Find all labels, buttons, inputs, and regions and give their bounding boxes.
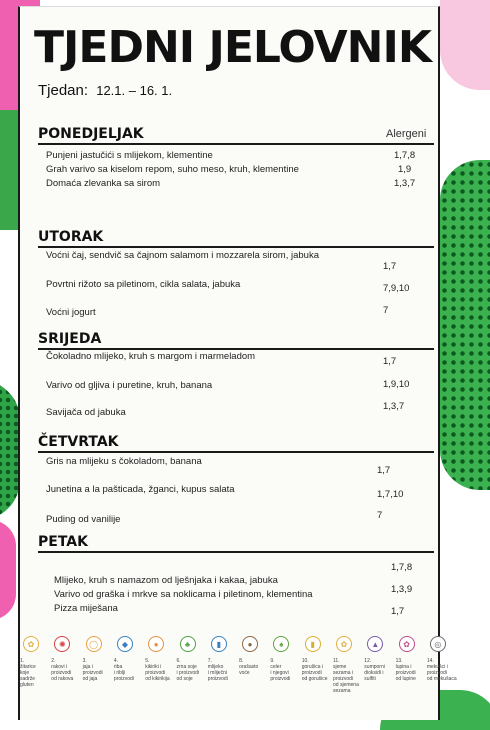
legend-item: [177, 636, 207, 682]
allergen-legend: [20, 636, 460, 696]
legend-label: 6. zrna soje i proizvodi od soje: [176, 658, 200, 682]
legend-label: 9. celer i njegovi proizvodi: [270, 658, 291, 682]
day-heading-monday: PONEDJELJAK: [38, 126, 144, 142]
allergen-codes: 1,7,10: [377, 489, 404, 500]
allergen-codes: 1,9,10: [383, 379, 410, 390]
legend-item: [396, 636, 426, 682]
allergen-codes: 7: [383, 305, 389, 316]
legend-item: [20, 636, 50, 688]
legend-label: 5. kikiriki i proizvodi od kikirikija: [145, 658, 170, 682]
divider: [38, 451, 434, 453]
allergen-codes: 1,3,9: [391, 584, 413, 595]
menu-item-text: Puding od vanilije: [46, 514, 121, 525]
legend-item: [270, 636, 300, 682]
allergen-codes: 7: [377, 510, 383, 521]
celery-icon: ♠: [273, 636, 289, 652]
legend-label: 10. gorušica i proizvodi od gorušice: [301, 658, 328, 682]
pink-blob-left-bottom: [0, 520, 16, 620]
legend-item: [364, 636, 394, 682]
day-heading-thursday: ČETVRTAK: [38, 434, 119, 450]
legend-item: [51, 636, 81, 682]
legend-item: [239, 636, 269, 676]
sesame-icon: ✿: [336, 636, 352, 652]
peanut-icon: ●: [148, 636, 164, 652]
allergens-header: Alergeni: [386, 128, 427, 140]
legend-label: 1. žitarice koje sadrže gluten: [20, 658, 36, 688]
lupin-icon: ✿: [399, 636, 415, 652]
menu-item-text: Gris na mlijeku s čokoladom, banana: [46, 456, 202, 467]
legend-item: [83, 636, 113, 682]
crab-icon: ✺: [54, 636, 70, 652]
legend-item: [208, 636, 238, 682]
allergen-codes: 1,7,8: [394, 150, 416, 161]
menu-item-text: Grah varivo sa kiselom repom, suho meso, kruh, klementine: [46, 164, 299, 175]
legend-item: [302, 636, 332, 682]
legend-label: 14. mekušci i proizvodi od mekušaca: [426, 658, 457, 682]
allergen-codes: 1,7: [391, 606, 405, 617]
pink-blob-right: [440, 0, 490, 90]
legend-label: 3. jaja i proizvodi od jaja: [82, 658, 103, 682]
allergen-codes: 1,7,8: [391, 562, 413, 573]
allergen-codes: 1,9: [398, 164, 412, 175]
legend-label: 2. rakovi i proizvodi od rakova: [51, 658, 74, 682]
mustard-icon: ▮: [305, 636, 321, 652]
wheat-icon: ✿: [23, 636, 39, 652]
legend-label: 13. lupina i proizvodi od lupine: [395, 658, 416, 682]
green-blob-right-mid: [440, 160, 490, 490]
legend-item: [114, 636, 144, 682]
legend-item: [145, 636, 175, 682]
allergen-codes: 1,7: [377, 465, 391, 476]
day-heading-friday: PETAK: [38, 534, 88, 550]
week-range: [38, 82, 172, 99]
allergen-codes: 1,7: [383, 356, 397, 367]
mollusc-icon: ◎: [430, 636, 446, 652]
fish-icon: ◆: [117, 636, 133, 652]
allergen-codes: 7,9,10: [383, 283, 410, 294]
milk-icon: ▮: [211, 636, 227, 652]
week-label: Tjedan:: [38, 82, 89, 99]
legend-item: [427, 636, 457, 682]
menu-item-text: Pizza miješana: [54, 603, 118, 614]
menu-item-text: Savijača od jabuka: [46, 407, 126, 418]
menu-item-text: Varivo od graška i mrkve sa noklicama i piletinom, klementina: [54, 589, 313, 600]
soy-icon: ♣: [180, 636, 196, 652]
nut-icon: ●: [242, 636, 258, 652]
menu-item-text: Voćni čaj, sendvič sa čajnom salamom i mozzarela sirom, jabuka: [46, 250, 319, 261]
menu-item-text: Čokoladno mlijeko, kruh s margom i marmeladom: [46, 351, 256, 362]
day-heading-tuesday: UTORAK: [38, 229, 104, 245]
week-dates: 12.1. – 16. 1.: [96, 83, 173, 98]
day-heading-wednesday: SRIJEDA: [38, 331, 102, 347]
menu-item-text: Junetina a la pašticada, žganci, kupus salata: [46, 484, 235, 495]
menu-item-text: Mlijeko, kruh s namazom od lješnjaka i kakaa, jabuka: [54, 575, 278, 586]
legend-label: 12. sumporni dioksidi i sulfiti: [364, 658, 385, 682]
allergen-codes: 1,3,7: [394, 178, 416, 189]
menu-item-text: Punjeni jastučići s mlijekom, klementine: [46, 150, 213, 161]
legend-label: 7. mlijeko i mliječni proizvodi: [207, 658, 228, 682]
divider: [38, 143, 434, 145]
legend-label: 8. orašasto voće: [239, 658, 259, 676]
menu-item-text: Domaća zlevanka sa sirom: [46, 178, 161, 189]
divider: [38, 246, 434, 248]
green-blob-left-mid: [0, 380, 20, 520]
legend-item: [333, 636, 363, 694]
legend-label: 4. riba i riblji proizvodi: [113, 658, 134, 682]
menu-item-text: Varivo od gljiva i puretine, kruh, banana: [46, 380, 213, 391]
menu-item-text: Voćni jogurt: [46, 307, 96, 318]
menu-item-text: Povrtni rižoto sa piletinom, cikla salata, jabuka: [46, 279, 241, 290]
page-title: TJEDNI JELOVNIK: [34, 22, 431, 73]
allergen-codes: 1,3,7: [383, 401, 405, 412]
divider: [38, 348, 434, 350]
legend-label: 11. sjeme sezama i proizvodi od sjemena sezama: [333, 658, 359, 694]
sulphite-icon: ▲: [367, 636, 383, 652]
egg-icon: ◯: [86, 636, 102, 652]
divider: [38, 551, 434, 553]
allergen-codes: 1,7: [383, 261, 397, 272]
